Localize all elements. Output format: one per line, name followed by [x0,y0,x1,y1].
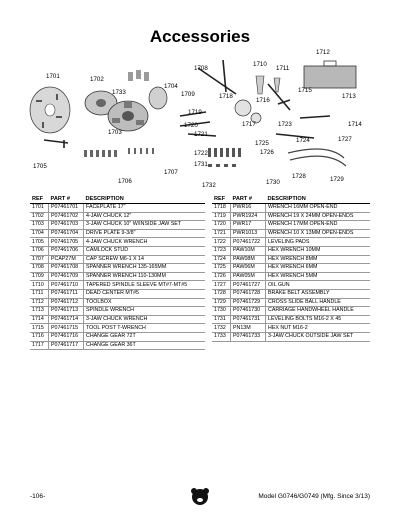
description-cell: HEX WRENCH 5MM [266,272,371,281]
ref-cell: 1733 [212,332,231,341]
table-row [30,307,205,316]
callout-1711: 1711 [276,65,290,72]
ref-cell: 1732 [212,324,231,333]
table-row [30,272,205,281]
description-cell: CAP SCREW M6-1 X 14 [84,255,206,264]
description-cell: WRENCH 10 X 13MM OPEN-ENDS [266,229,371,238]
part-number-cell: P07461730 [231,307,266,316]
chuck-drawings [85,91,148,131]
table-row [30,264,205,273]
ref-cell: 1714 [30,315,49,324]
ref-cell: 1707 [30,255,49,264]
description-cell: TOOL POST T-WRENCH [84,324,206,333]
description-cell: TAPERED SPINDLE SLEEVE MT#7-MT#5 [84,281,206,290]
ref-cell: 1718 [212,204,231,213]
ref-cell: 1706 [30,246,49,255]
ref-cell: 1701 [30,204,49,213]
ref-cell: 1713 [30,307,49,316]
table-row [212,289,370,298]
ref-cell: 1704 [30,229,49,238]
ref-cell: 1722 [212,238,231,247]
callout-1714: 1714 [348,121,362,128]
ref-cell: 1731 [212,315,231,324]
part-number-cell: P07461728 [231,289,266,298]
ref-cell: 1710 [30,281,49,290]
callout-1703: 1703 [108,129,122,136]
table-header-row [30,195,205,204]
part-number-cell: P07461722 [231,238,266,247]
callout-1732: 1732 [202,182,216,189]
table-row [30,281,205,290]
ref-cell: 1716 [30,332,49,341]
callout-1715: 1715 [298,87,312,94]
callout-1724: 1724 [296,137,310,144]
table-row [30,289,205,298]
part-number-cell: PWR1924 [231,212,266,221]
table-row [212,307,370,316]
part-number-cell: PAW05M [231,272,266,281]
description-cell: HEX WRENCH 10MM [266,246,371,255]
callout-1721: 1721 [194,131,208,138]
part-number-cell: PWR1013 [231,229,266,238]
ref-cell: 1730 [212,307,231,316]
description-cell: WRENCH 19 X 24MM OPEN-ENDS [266,212,371,221]
grizzly-bear-logo-icon [190,486,210,506]
description-cell: CARRIAGE HANDWHEEL HANDLE [266,307,371,316]
callout-1720: 1720 [184,122,198,129]
ref-cell: 1724 [212,255,231,264]
part-number-cell: PAW06M [231,264,266,273]
description-cell: OIL GUN [266,281,371,290]
description-cell: BRAKE BELT ASSEMBLY [266,289,371,298]
ref-cell: 1727 [212,281,231,290]
ref-cell: 1703 [30,221,49,230]
ref-cell: 1717 [30,341,49,350]
callout-1708: 1708 [194,65,208,72]
ref-cell: 1729 [212,298,231,307]
description-cell: HEX WRENCH 6MM [266,264,371,273]
part-number-cell: P07461712 [49,298,84,307]
part-number-cell: P07461703 [49,221,84,230]
table-row [212,246,370,255]
part-number-cell: P07461717 [49,341,84,350]
table-row [212,298,370,307]
accessories-illustration [28,48,374,193]
table-row [30,229,205,238]
table-row [212,221,370,230]
table-row [212,229,370,238]
table-row [30,298,205,307]
description-cell: FACEPLATE 17" [84,204,206,213]
table-row [30,255,205,264]
callout-1716: 1716 [256,97,270,104]
description-cell: WRENCH 16MM OPEN-END [266,204,371,213]
table-row [212,204,370,213]
toolbox-drawing [304,61,356,88]
callout-1701: 1701 [46,73,60,80]
part-number-cell: P07461710 [49,281,84,290]
callout-1725: 1725 [255,140,269,147]
callout-1729: 1729 [330,176,344,183]
part-number-cell: PAW10M [231,246,266,255]
description-cell: DRIVE PLATE 9-3/8" [84,229,206,238]
leveling-bolts-drawing [208,148,241,167]
table-row [212,212,370,221]
ref-cell: 1711 [30,289,49,298]
description-cell: LEVELING PADS [266,238,371,247]
table-row [212,315,370,324]
table-row [212,255,370,264]
brake-belt-drawing [288,149,346,166]
part-number-cell: P07461702 [49,212,84,221]
description-cell: LEVELING BOLTS M16-2 X 45 [266,315,371,324]
table-row [212,332,370,341]
ref-cell: 1726 [212,272,231,281]
part-number-cell: PN13M [231,324,266,333]
header-description: DESCRIPTION [266,195,371,204]
table-row [30,324,205,333]
change-gear-drawing [235,100,251,116]
ref-cell: 1705 [30,238,49,247]
callout-1718: 1718 [219,93,233,100]
table-row [30,221,205,230]
callout-1728: 1728 [292,173,306,180]
part-number-cell: P07461701 [49,204,84,213]
table-header-row [212,195,370,204]
description-cell: 3-JAW CHUCK WRENCH [84,315,206,324]
part-number-cell: P07461731 [231,315,266,324]
part-number-cell: P07461705 [49,238,84,247]
page-number: -106- [30,493,46,500]
part-number-cell: P07461729 [231,298,266,307]
part-number-cell: P07461727 [231,281,266,290]
part-number-cell: P07461713 [49,307,84,316]
table-row [212,272,370,281]
part-number-cell: P07461708 [49,264,84,273]
callout-1730: 1730 [266,179,280,186]
part-number-cell: P07461716 [49,332,84,341]
table-row [30,238,205,247]
page-title: Accessories [149,27,251,46]
part-number-cell: P07461706 [49,246,84,255]
ref-cell: 1715 [30,324,49,333]
description-cell: HEX WRENCH 8MM [266,255,371,264]
part-number-cell: P07461714 [49,315,84,324]
header-part: PART # [49,195,84,204]
description-cell: CROSS SLIDE BALL HANDLE [266,298,371,307]
ref-cell: 1720 [212,221,231,230]
callout-1705: 1705 [33,163,47,170]
outside-jaw-set-drawing [128,70,149,81]
drive-plate-drawing [149,87,167,109]
ref-cell: 1721 [212,229,231,238]
part-number-cell: P07461715 [49,324,84,333]
camlock-studs-drawing [84,148,154,157]
callout-1726: 1726 [260,149,274,156]
table-row [212,264,370,273]
description-cell: SPANNER WRENCH 110-130MM [84,272,206,281]
table-row [212,324,370,333]
parts-table-left [30,195,205,350]
table-row [212,281,370,290]
ref-cell: 1719 [212,212,231,221]
callout-1727: 1727 [338,136,352,143]
description-cell: 4-JAW CHUCK WRENCH [84,238,206,247]
part-number-cell: P07461704 [49,229,84,238]
callout-1733: 1733 [112,89,126,96]
callout-1702: 1702 [90,76,104,83]
callout-1713: 1713 [342,93,356,100]
description-cell: DEAD CENTER MT#5 [84,289,206,298]
table-row [30,341,205,350]
description-cell: WRENCH 17MM OPEN-END [266,221,371,230]
header-description: DESCRIPTION [84,195,206,204]
header-ref: REF [30,195,49,204]
ref-cell: 1728 [212,289,231,298]
header-ref: REF [212,195,231,204]
table-row [30,315,205,324]
faceplate-drawing [30,87,70,133]
description-cell: HEX NUT M16-2 [266,324,371,333]
callout-1710: 1710 [253,61,267,68]
ref-cell: 1702 [30,212,49,221]
part-number-cell: P07461711 [49,289,84,298]
ref-cell: 1723 [212,246,231,255]
table-row [212,238,370,247]
description-cell: CHANGE GEAR 72T [84,332,206,341]
part-number-cell: PWR16 [231,204,266,213]
description-cell: 4-JAW CHUCK 12" [84,212,206,221]
callout-1717: 1717 [242,121,256,128]
part-number-cell: PCAP27M [49,255,84,264]
description-cell: 3-JAW CHUCK OUTSIDE JAW SET [266,332,371,341]
description-cell: SPANNER WRENCH 135-165MM [84,264,206,273]
callout-1722: 1722 [194,150,208,157]
callout-1712: 1712 [316,49,330,56]
part-number-cell: PAW08M [231,255,266,264]
callout-1707: 1707 [164,169,178,176]
parts-table-right [212,195,370,342]
part-number-cell: P07461709 [49,272,84,281]
description-cell: 3-JAW CHUCK 10" W/INSIDE JAW SET [84,221,206,230]
ref-cell: 1708 [30,264,49,273]
part-number-cell: PWR17 [231,221,266,230]
callout-1723: 1723 [278,121,292,128]
model-line: Model G0746/G0749 (Mfg. Since 3/13) [258,493,370,500]
description-cell: CAMLOCK STUD [84,246,206,255]
ref-cell: 1712 [30,298,49,307]
callout-1709: 1709 [181,91,195,98]
table-row [30,332,205,341]
table-row [30,246,205,255]
description-cell: TOOLBOX [84,298,206,307]
header-part: PART # [231,195,266,204]
callout-1704: 1704 [164,83,178,90]
table-row [30,212,205,221]
ref-cell: 1709 [30,272,49,281]
part-number-cell: P07461733 [231,332,266,341]
callout-1731: 1731 [194,161,208,168]
callout-1719: 1719 [188,109,202,116]
ref-cell: 1725 [212,264,231,273]
description-cell: SPINDLE WRENCH [84,307,206,316]
callout-1706: 1706 [118,178,132,185]
description-cell: CHANGE GEAR 36T [84,341,206,350]
table-row [30,204,205,213]
